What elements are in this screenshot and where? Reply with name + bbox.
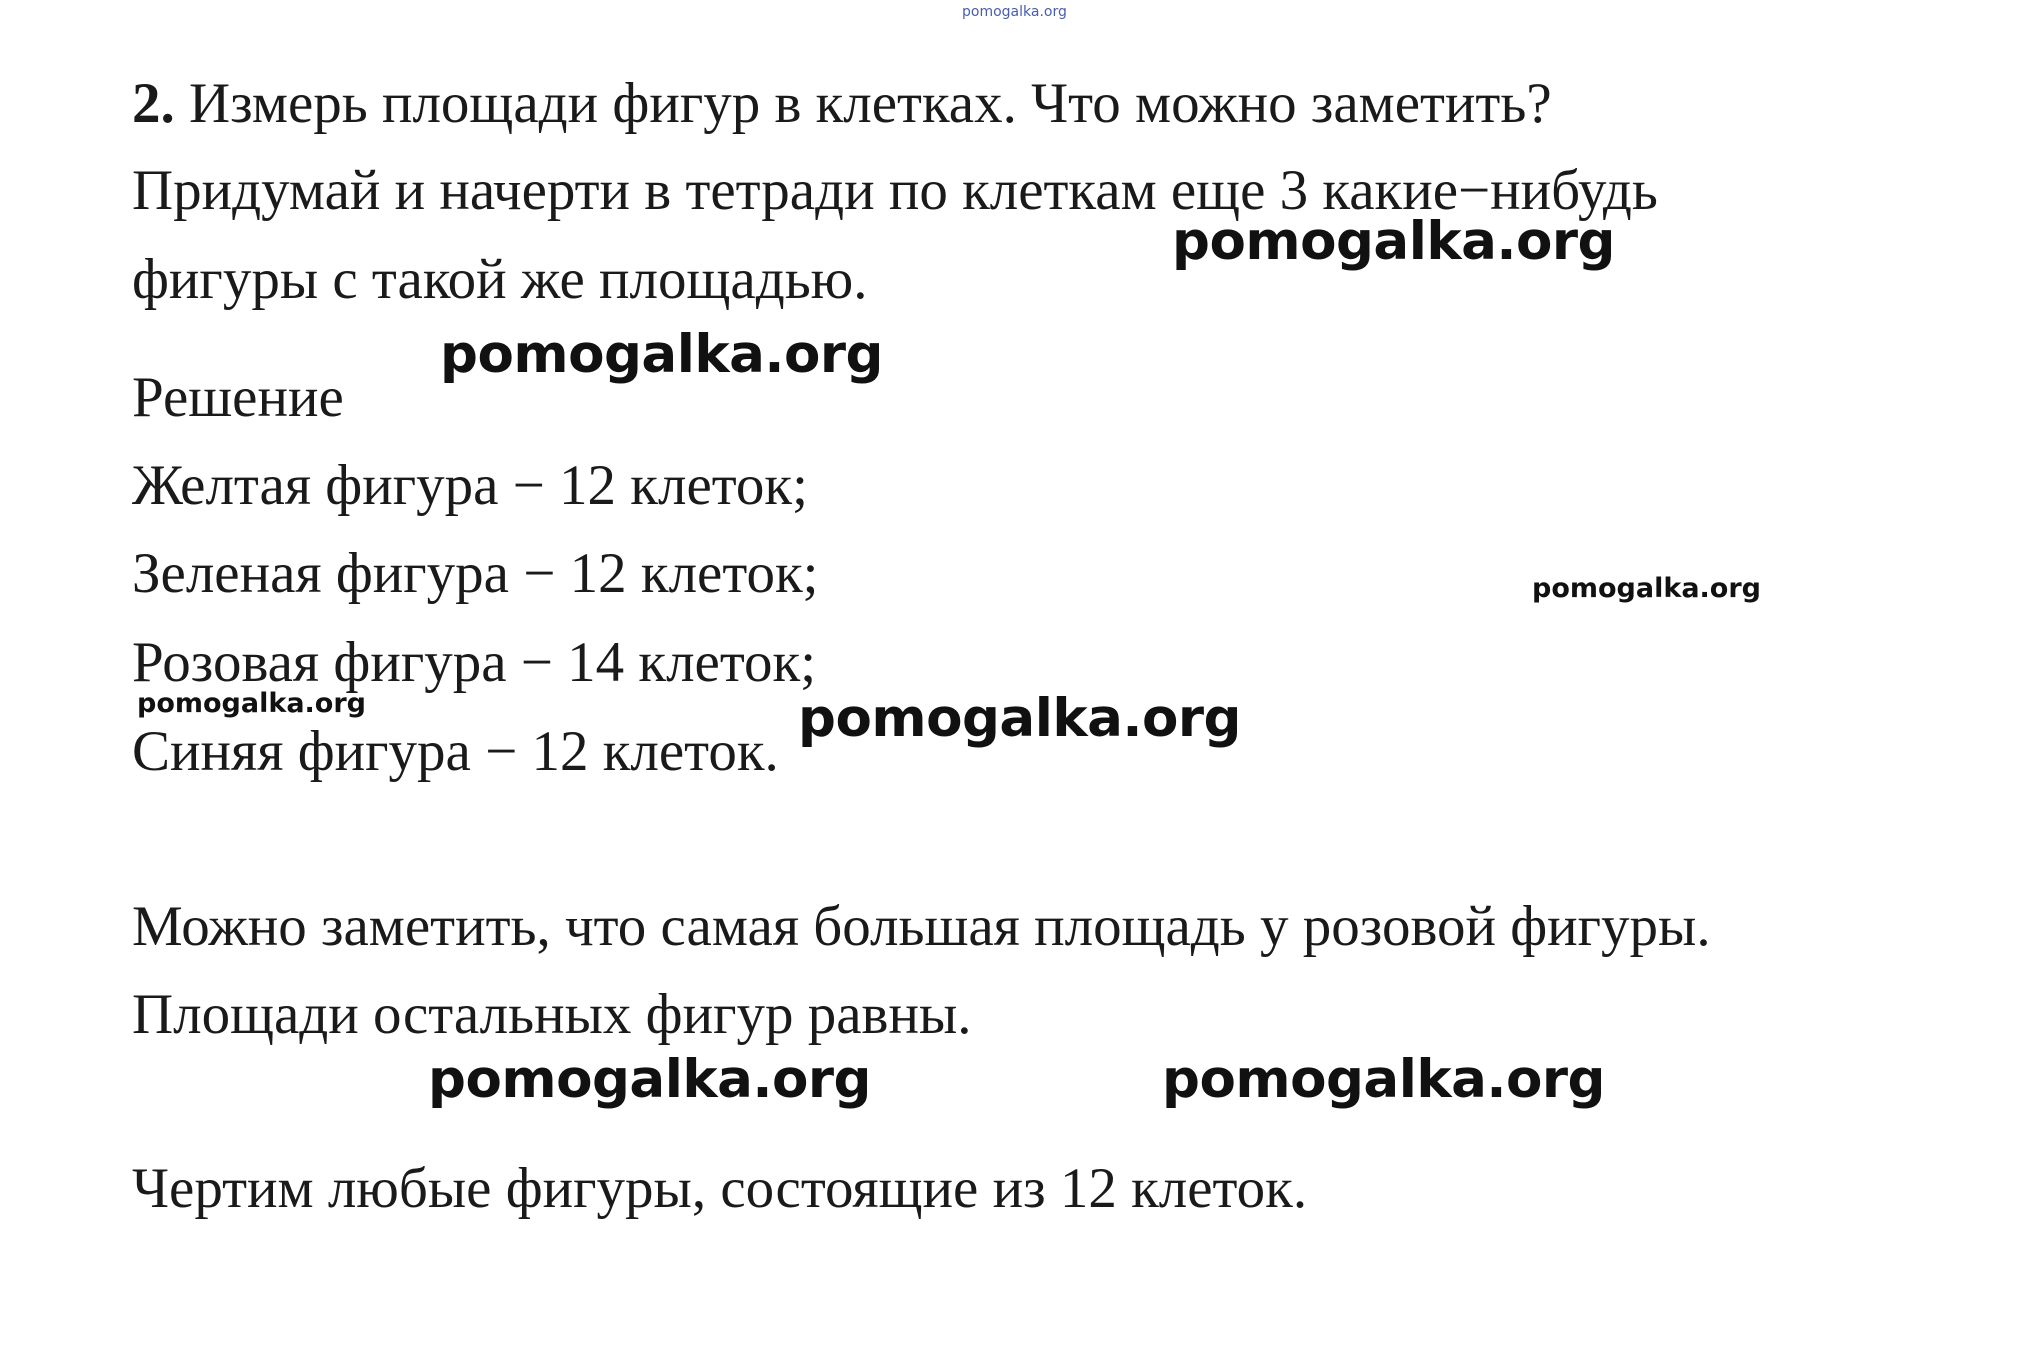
solution-item-yellow: Желтая фигура − 12 клеток; [132,454,808,517]
solution-heading: Решение [132,366,344,429]
watermark: pomogalka.org [428,1049,871,1110]
conclusion-line-1: Можно заметить, что самая большая площадь у розовой фигуры. [132,895,1711,958]
watermark: pomogalka.org [1532,573,1761,604]
watermark: pomogalka.org [440,324,883,385]
watermark: pomogalka.org [798,688,1241,749]
solution-item-pink: Розовая фигура − 14 клеток; [132,631,817,694]
solution-item-blue: Синяя фигура − 12 клеток. [132,720,779,783]
watermark: pomogalka.org [1162,1049,1605,1110]
task-text-1: Измерь площади фигур в клетках. Что можно заметить? [189,72,1552,135]
conclusion-line-2: Площади остальных фигур равны. [132,983,972,1046]
task-line-2: Придумай и начерти в тетради по клеткам еще 3 какие−нибудь [132,159,1658,222]
solution-item-green: Зеленая фигура − 12 клеток; [132,542,819,605]
task-line-3: фигуры с такой же площадью. [132,248,868,311]
task-line-1 [132,72,1552,135]
final-line: Чертим любые фигуры, состоящие из 12 клеток. [132,1157,1308,1220]
watermark: pomogalka.org [137,688,366,719]
watermark: pomogalka.org [1172,211,1615,272]
task-number: 2. [132,72,175,135]
watermark-top: pomogalka.org [962,4,1067,20]
